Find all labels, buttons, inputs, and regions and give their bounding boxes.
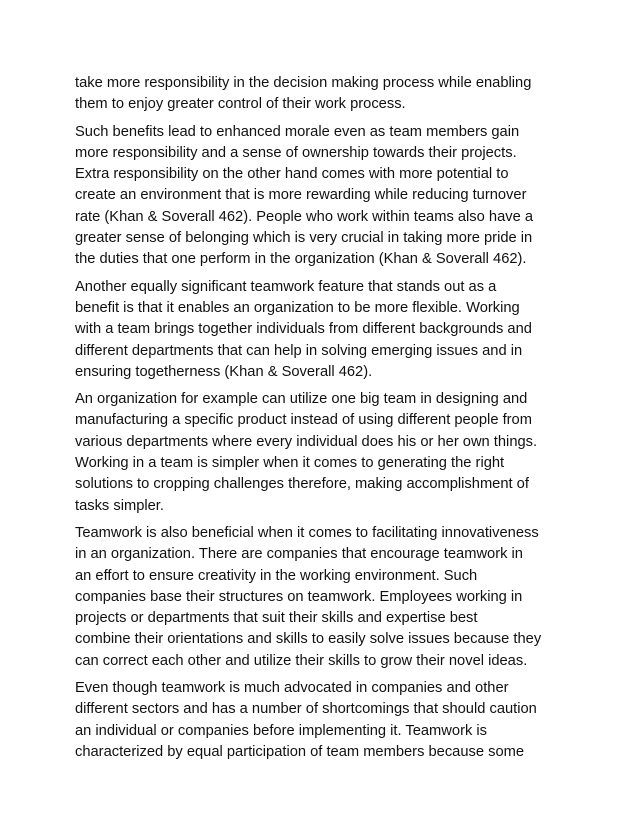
text-line: create an environment that is more rewarding while reducing turnover [75, 187, 527, 204]
text-line: different departments that can help in solving emerging issues and in [75, 342, 523, 359]
text-line: can correct each other and utilize their skills to grow their novel ideas. [75, 652, 528, 669]
text-line: various departments where every individual does his or her own things. [75, 433, 538, 450]
document-body [75, 73, 565, 769]
text-line: companies base their structures on teamwork. Employees working in [75, 588, 523, 605]
text-line: Extra responsibility on the other hand comes with more potential to [75, 166, 509, 183]
text-line: more responsibility and a sense of ownership towards their projects. [75, 144, 517, 161]
paragraph-5 [75, 523, 565, 672]
text-line: different sectors and has a number of shortcomings that should caution [75, 701, 537, 718]
text-line: ensuring togetherness (Khan & Soverall 462). [75, 363, 373, 380]
text-line: characterized by equal participation of team members because some [75, 743, 525, 760]
paragraph-2 [75, 122, 565, 271]
text-line: Another equally significant teamwork feature that stands out as a [75, 278, 497, 295]
text-line: the duties that one perform in the organization (Khan & Soverall 462). [75, 251, 527, 268]
text-line: an effort to ensure creativity in the working environment. Such [75, 567, 478, 584]
text-line: greater sense of belonging which is very crucial in taking more pride in [75, 230, 533, 247]
text-line: Teamwork is also beneficial when it comes to facilitating innovativeness [75, 524, 539, 541]
text-line: Such benefits lead to enhanced morale even as team members gain [75, 123, 520, 140]
text-line: combine their orientations and skills to easily solve issues because they [75, 631, 542, 648]
text-line: Even though teamwork is much advocated in companies and other [75, 680, 509, 697]
text-line: in an organization. There are companies that encourage teamwork in [75, 546, 523, 563]
paragraph-3 [75, 277, 565, 383]
text-line: them to enjoy greater control of their work process. [75, 96, 406, 113]
paragraph-6 [75, 678, 565, 763]
text-line: Working in a team is simpler when it comes to generating the right [75, 455, 505, 472]
paragraph-4 [75, 389, 565, 517]
text-line: solutions to cropping challenges therefore, making accomplishment of [75, 476, 529, 493]
text-line: manufacturing a specific product instead of using different people from [75, 412, 532, 429]
text-line: an individual or companies before implementing it. Teamwork is [75, 722, 487, 739]
text-line: rate (Khan & Soverall 462). People who work within teams also have a [75, 208, 534, 225]
text-line: tasks simpler. [75, 497, 164, 514]
text-line: An organization for example can utilize one big team in designing and [75, 391, 528, 408]
text-line: with a team brings together individuals from different backgrounds and [75, 321, 532, 338]
text-line: projects or departments that suit their skills and expertise best [75, 610, 478, 627]
paragraph-1 [75, 73, 565, 116]
text-line: benefit is that it enables an organization to be more flexible. Working [75, 299, 520, 316]
text-line: take more responsibility in the decision making process while enabling [75, 75, 532, 91]
